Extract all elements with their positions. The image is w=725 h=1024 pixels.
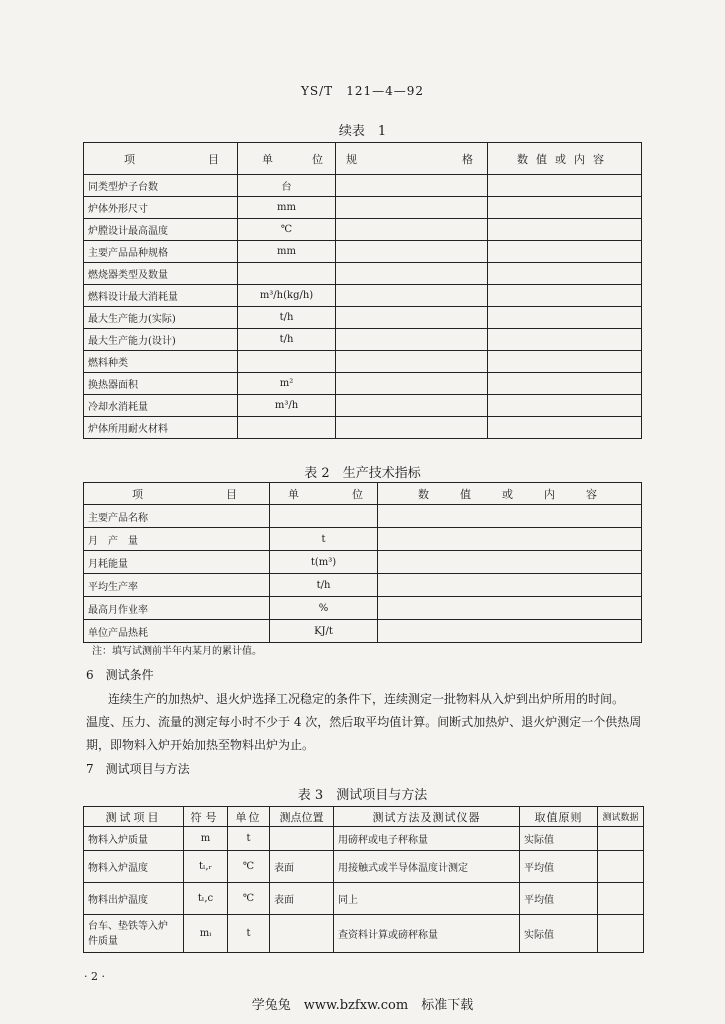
table-cell xyxy=(336,175,488,197)
table-cell xyxy=(488,285,642,307)
document-code: YS/T 121—4—92 xyxy=(301,84,424,98)
table-cell xyxy=(238,417,336,439)
table-cell: 月耗能量 xyxy=(84,551,270,574)
header-char: 规 xyxy=(346,152,357,166)
table-cell: 炉体外形尺寸 xyxy=(84,197,238,219)
table-cell xyxy=(378,597,642,620)
table-cell xyxy=(336,417,488,439)
header-char: 位 xyxy=(312,152,323,166)
table-cell xyxy=(336,263,488,285)
table-cell xyxy=(488,329,642,351)
table-cell: mm xyxy=(238,197,336,219)
table-cell: t xyxy=(228,915,270,953)
table-cell: 平均值 xyxy=(520,883,598,915)
table-cell: 表面 xyxy=(270,851,334,883)
table-cell: 燃料设计最大消耗量 xyxy=(84,285,238,307)
section6-line1: 连续生产的加热炉、退火炉选择工况稳定的条件下，连续测定一批物料从入炉到出炉所用的时间。 xyxy=(108,692,625,706)
table2-header-value xyxy=(378,483,642,505)
table-cell xyxy=(336,197,488,219)
header-char: 容 xyxy=(586,487,597,501)
table-cell: 最大生产能力(设计) xyxy=(84,329,238,351)
section7-heading: 7 测试项目与方法 xyxy=(86,762,190,776)
table-cell xyxy=(488,219,642,241)
table-cell: 同类型炉子台数 xyxy=(84,175,238,197)
table-cell xyxy=(378,574,642,597)
table-cell-line: 件质量 xyxy=(88,935,118,947)
table-cell xyxy=(336,329,488,351)
table3-header-unit: 单位 xyxy=(228,807,270,827)
header-char: 项 xyxy=(124,152,135,166)
table-cell: 单位产品热耗 xyxy=(84,620,270,643)
table-cell: 实际值 xyxy=(520,915,598,953)
table-cell xyxy=(488,263,642,285)
table1 xyxy=(83,142,642,439)
header-char: 单 xyxy=(288,487,299,501)
table1-header-unit xyxy=(238,143,336,175)
table-cell: 月 产 量 xyxy=(84,528,270,551)
header-char: 值 xyxy=(460,487,471,501)
table-cell: tₗ,c xyxy=(184,883,228,915)
table-cell xyxy=(270,915,334,953)
header-char: 位 xyxy=(352,487,363,501)
table-cell xyxy=(488,373,642,395)
table-cell xyxy=(84,915,184,953)
table-cell: t/h xyxy=(238,329,336,351)
table-cell xyxy=(488,241,642,263)
table-cell xyxy=(378,528,642,551)
table3-header-location: 测点位置 xyxy=(270,807,334,827)
table2-caption: 表 2 生产技术指标 xyxy=(304,466,421,481)
table-cell: 主要产品品种规格 xyxy=(84,241,238,263)
section6-heading: 6 测试条件 xyxy=(86,668,154,682)
header-char: 目 xyxy=(226,487,237,501)
header-char: 内 xyxy=(544,487,555,501)
table-cell xyxy=(488,395,642,417)
table3-header-method: 测试方法及测试仪器 xyxy=(334,807,520,827)
table2-header-unit xyxy=(270,483,378,505)
table-cell: ℃ xyxy=(238,219,336,241)
table-cell: 物料出炉温度 xyxy=(84,883,184,915)
table3-header-principle: 取值原则 xyxy=(520,807,598,827)
header-char: 单 xyxy=(262,152,273,166)
header-char: 数 xyxy=(418,487,429,501)
table3-header-item: 测试项目 xyxy=(84,807,184,827)
table-cell xyxy=(378,551,642,574)
table-cell xyxy=(378,505,642,528)
header-char: 项 xyxy=(132,487,143,501)
table-cell: 表面 xyxy=(270,883,334,915)
table-cell xyxy=(598,915,644,953)
table-cell: ℃ xyxy=(228,851,270,883)
table-cell xyxy=(488,175,642,197)
section6-line2: 温度、压力、流量的测定每小时不少于 4 次，然后取平均值计算。间断式加热炉、退火炉测定一个供热周 xyxy=(86,715,642,729)
table-cell: 查资料计算或磅秤称量 xyxy=(334,915,520,953)
table-cell xyxy=(488,197,642,219)
table-cell xyxy=(270,505,378,528)
table-cell: 物料入炉温度 xyxy=(84,851,184,883)
header-char: 目 xyxy=(208,152,219,166)
table-cell: tₗ,ᵣ xyxy=(184,851,228,883)
table-cell xyxy=(336,351,488,373)
table-cell: 燃料种类 xyxy=(84,351,238,373)
table-cell xyxy=(270,827,334,851)
table-cell: 冷却水消耗量 xyxy=(84,395,238,417)
table-cell xyxy=(488,351,642,373)
table-cell: 用接触式或半导体温度计测定 xyxy=(334,851,520,883)
table-cell: m³/h(kg/h) xyxy=(238,285,336,307)
table-cell: 换热器面积 xyxy=(84,373,238,395)
table-cell: 炉膛设计最高温度 xyxy=(84,219,238,241)
table-cell xyxy=(238,351,336,373)
table1-header-item xyxy=(84,143,238,175)
table-cell: ℃ xyxy=(228,883,270,915)
table-cell: m³/h xyxy=(238,395,336,417)
table-cell: 燃烧器类型及数量 xyxy=(84,263,238,285)
table-cell xyxy=(488,307,642,329)
table-cell: 最大生产能力(实际) xyxy=(84,307,238,329)
table-cell xyxy=(336,307,488,329)
table-cell xyxy=(336,395,488,417)
table-cell: mm xyxy=(238,241,336,263)
table-cell xyxy=(598,827,644,851)
table-cell: KJ/t xyxy=(270,620,378,643)
section6-line3: 期，即物料入炉开始加热至物料出炉为止。 xyxy=(86,738,315,752)
table1-header-spec xyxy=(336,143,488,175)
table3 xyxy=(83,806,644,953)
table-cell: mᵢ xyxy=(184,915,228,953)
table-cell: 炉体所用耐火材料 xyxy=(84,417,238,439)
table-cell: t xyxy=(228,827,270,851)
table-cell: 实际值 xyxy=(520,827,598,851)
table-cell xyxy=(336,285,488,307)
header-char: 格 xyxy=(462,152,473,166)
table-cell: 最高月作业率 xyxy=(84,597,270,620)
table2 xyxy=(83,482,642,643)
table-cell-line: 台车、垫铁等入炉 xyxy=(88,920,168,932)
table-cell: 平均生产率 xyxy=(84,574,270,597)
table-cell xyxy=(598,851,644,883)
table3-caption: 表 3 测试项目与方法 xyxy=(297,788,428,803)
table-cell: m² xyxy=(238,373,336,395)
table-cell xyxy=(336,219,488,241)
table-cell: 台 xyxy=(238,175,336,197)
table-cell xyxy=(336,373,488,395)
table-cell: 物料入炉质量 xyxy=(84,827,184,851)
table-cell: t xyxy=(270,528,378,551)
page-number: · 2 · xyxy=(84,970,105,983)
table-cell xyxy=(336,241,488,263)
table-cell xyxy=(598,883,644,915)
table-cell xyxy=(378,620,642,643)
table-cell xyxy=(488,417,642,439)
table-cell: 主要产品名称 xyxy=(84,505,270,528)
table2-header-item xyxy=(84,483,270,505)
table-cell: % xyxy=(270,597,378,620)
watermark: 学兔兔 www.bzfxw.com 标准下载 xyxy=(251,998,474,1013)
table1-caption: 续表 1 xyxy=(338,124,387,139)
table-cell: t/h xyxy=(238,307,336,329)
table-cell: t/h xyxy=(270,574,378,597)
table-cell: m xyxy=(184,827,228,851)
table-cell: 用磅秤或电子秤称量 xyxy=(334,827,520,851)
header-char: 或 xyxy=(502,487,513,501)
table3-header-data: 测试数据 xyxy=(598,807,644,827)
table-cell xyxy=(238,263,336,285)
table3-header-symbol: 符号 xyxy=(184,807,228,827)
table-cell: 平均值 xyxy=(520,851,598,883)
table1-header-value: 数值或内容 xyxy=(488,143,642,175)
table-cell: t(m³) xyxy=(270,551,378,574)
table2-note: 注：填写试测前半年内某月的累计值。 xyxy=(92,646,262,657)
table-cell: 同上 xyxy=(334,883,520,915)
